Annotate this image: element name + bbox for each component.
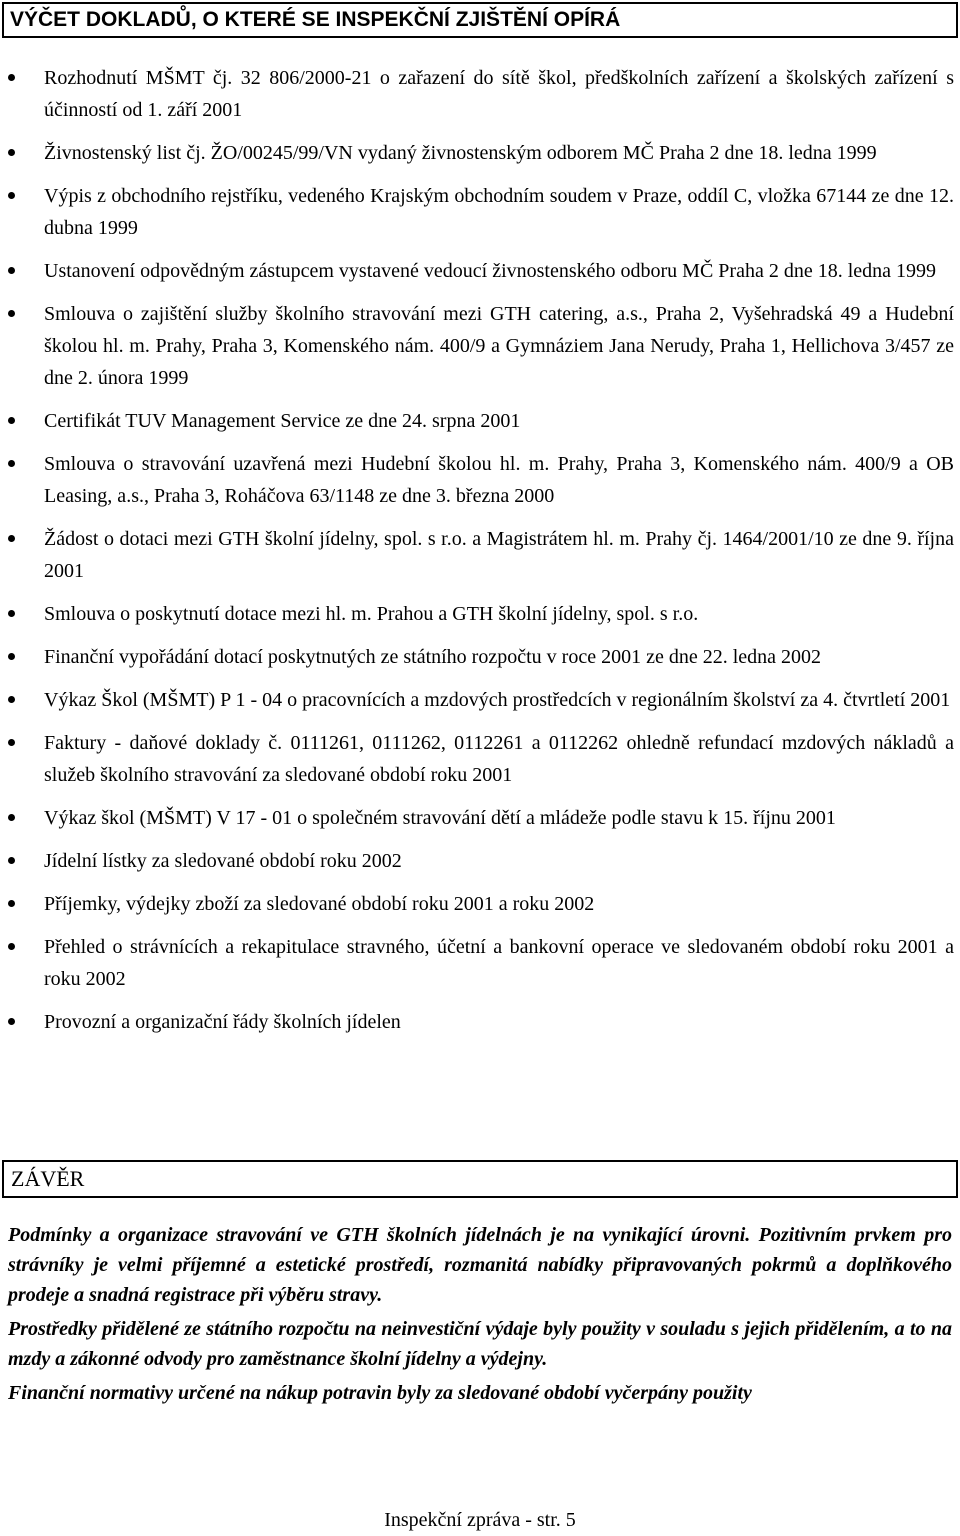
conclusion-paragraph: Finanční normativy určené na nákup potravin byly za sledované období vyčerpány použity	[8, 1382, 752, 1404]
list-item-text: Smlouva o zajištění služby školního stravování mezi GTH catering, a.s., Praha 2, Vyšehradská 49 a Hudební školou hl. m. Prahy, Praha 3, Komenského nám. 400/9 a Gymnáziem Jana Nerudy, Praha 1, Hellichova 3/457 ze dne 2. února 1999	[44, 303, 954, 389]
bullet-icon	[8, 696, 15, 703]
list-item-text: Provozní a organizační řády školních jídelen	[44, 1011, 401, 1033]
conclusion-paragraph: Podmínky a organizace stravování ve GTH školních jídelnách je na vynikající úrovni. Pozitivním prvkem pro strávníky je velmi příjemné a estetické prostředí, rozmanitá nabídky připravovaných pokrmů a doplňkového prodeje a snadná registrace při výběru stravy.	[8, 1224, 952, 1306]
list-item	[0, 684, 960, 716]
list-item	[0, 931, 960, 995]
document-list	[0, 62, 960, 1049]
list-item-text: Rozhodnutí MŠMT čj. 32 806/2000-21 o zařazení do sítě škol, předškolních zařízení a školských zařízení s účinností od 1. září 2001	[44, 67, 954, 121]
bullet-icon	[8, 535, 15, 542]
list-item	[0, 137, 960, 169]
list-item-text: Ustanovení odpovědným zástupcem vystavené vedoucí živnostenského odboru MČ Praha 2 dne 18. ledna 1999	[44, 260, 937, 282]
list-item-text: Jídelní lístky za sledované období roku 2002	[44, 850, 402, 872]
list-item	[0, 598, 960, 630]
list-item-text: Příjemky, výdejky zboží za sledované období roku 2001 a roku 2002	[44, 893, 595, 915]
bullet-icon	[8, 739, 15, 746]
list-item-text: Žádost o dotaci mezi GTH školní jídelny, spol. s r.o. a Magistrátem hl. m. Prahy čj. 1464/2001/10 ze dne 9. října 2001	[44, 528, 954, 582]
list-item-text: Výpis z obchodního rejstříku, vedeného Krajským obchodním soudem v Praze, oddíl C, vložka 67144 ze dne 12. dubna 1999	[44, 185, 954, 239]
bullet-icon	[8, 192, 15, 199]
list-item-text: Přehled o strávnících a rekapitulace stravného, účetní a bankovní operace ve sledovaném období roku 2001 a roku 2002	[44, 936, 954, 990]
bullet-icon	[8, 943, 15, 950]
list-item-text: Finanční vypořádání dotací poskytnutých ze státního rozpočtu v roce 2001 ze dne 22. ledna 2002	[44, 646, 822, 668]
list-item	[0, 298, 960, 394]
bullet-icon	[8, 417, 15, 424]
list-item	[0, 845, 960, 877]
list-item	[0, 255, 960, 287]
bullet-icon	[8, 149, 15, 156]
bullet-icon	[8, 1018, 15, 1025]
list-item-text: Výkaz škol (MŠMT) V 17 - 01 o společném stravování dětí a mládeže podle stavu k 15. říjnu 2001	[44, 807, 836, 829]
bullet-icon	[8, 610, 15, 617]
list-item	[0, 405, 960, 437]
bullet-icon	[8, 74, 15, 81]
page-footer: Inspekční zpráva - str. 5	[384, 1509, 576, 1531]
list-item	[0, 180, 960, 244]
conclusion-heading: ZÁVĚR	[2, 1160, 958, 1198]
list-item-text: Smlouva o stravování uzavřená mezi Hudební školou hl. m. Prahy, Praha 3, Komenského nám. 400/9 a OB Leasing, a.s., Praha 3, Roháčova 63/1148 ze dne 3. března 2000	[44, 453, 954, 507]
list-item-text: Faktury - daňové doklady č. 0111261, 0111262, 0112261 a 0112262 ohledně refundací mzdových nákladů a služeb školního stravování za sledované období roku 2001	[44, 732, 954, 786]
list-item	[0, 1006, 960, 1038]
bullet-icon	[8, 857, 15, 864]
list-item	[0, 802, 960, 834]
conclusion-section	[8, 1220, 952, 1412]
list-item	[0, 523, 960, 587]
list-item-text: Živnostenský list čj. ŽO/00245/99/VN vydaný živnostenským odborem MČ Praha 2 dne 18. ledna 1999	[44, 142, 877, 164]
list-item-text: Výkaz Škol (MŠMT) P 1 - 04 o pracovnících a mzdových prostředcích v regionálním školství za 4. čtvrtletí 2001	[44, 689, 951, 711]
list-item	[0, 448, 960, 512]
page-heading: VÝČET DOKLADŮ, O KTERÉ SE INSPEKČNÍ ZJIŠTĚNÍ OPÍRÁ	[2, 2, 958, 38]
list-item	[0, 727, 960, 791]
bullet-icon	[8, 310, 15, 317]
conclusion-paragraph: Prostředky přidělené ze státního rozpočtu na neinvestiční výdaje byly použity v souladu s jejich přidělením, a to na mzdy a zákonné odvody pro zaměstnance školní jídelny a výdejny.	[8, 1318, 952, 1370]
list-item	[0, 888, 960, 920]
bullet-icon	[8, 267, 15, 274]
bullet-icon	[8, 653, 15, 660]
list-item	[0, 641, 960, 673]
list-item-text: Smlouva o poskytnutí dotace mezi hl. m. Prahou a GTH školní jídelny, spol. s r.o.	[44, 603, 699, 625]
bullet-icon	[8, 814, 15, 821]
bullet-icon	[8, 460, 15, 467]
bullet-icon	[8, 900, 15, 907]
list-item-text: Certifikát TUV Management Service ze dne 24. srpna 2001	[44, 410, 521, 432]
list-item	[0, 62, 960, 126]
